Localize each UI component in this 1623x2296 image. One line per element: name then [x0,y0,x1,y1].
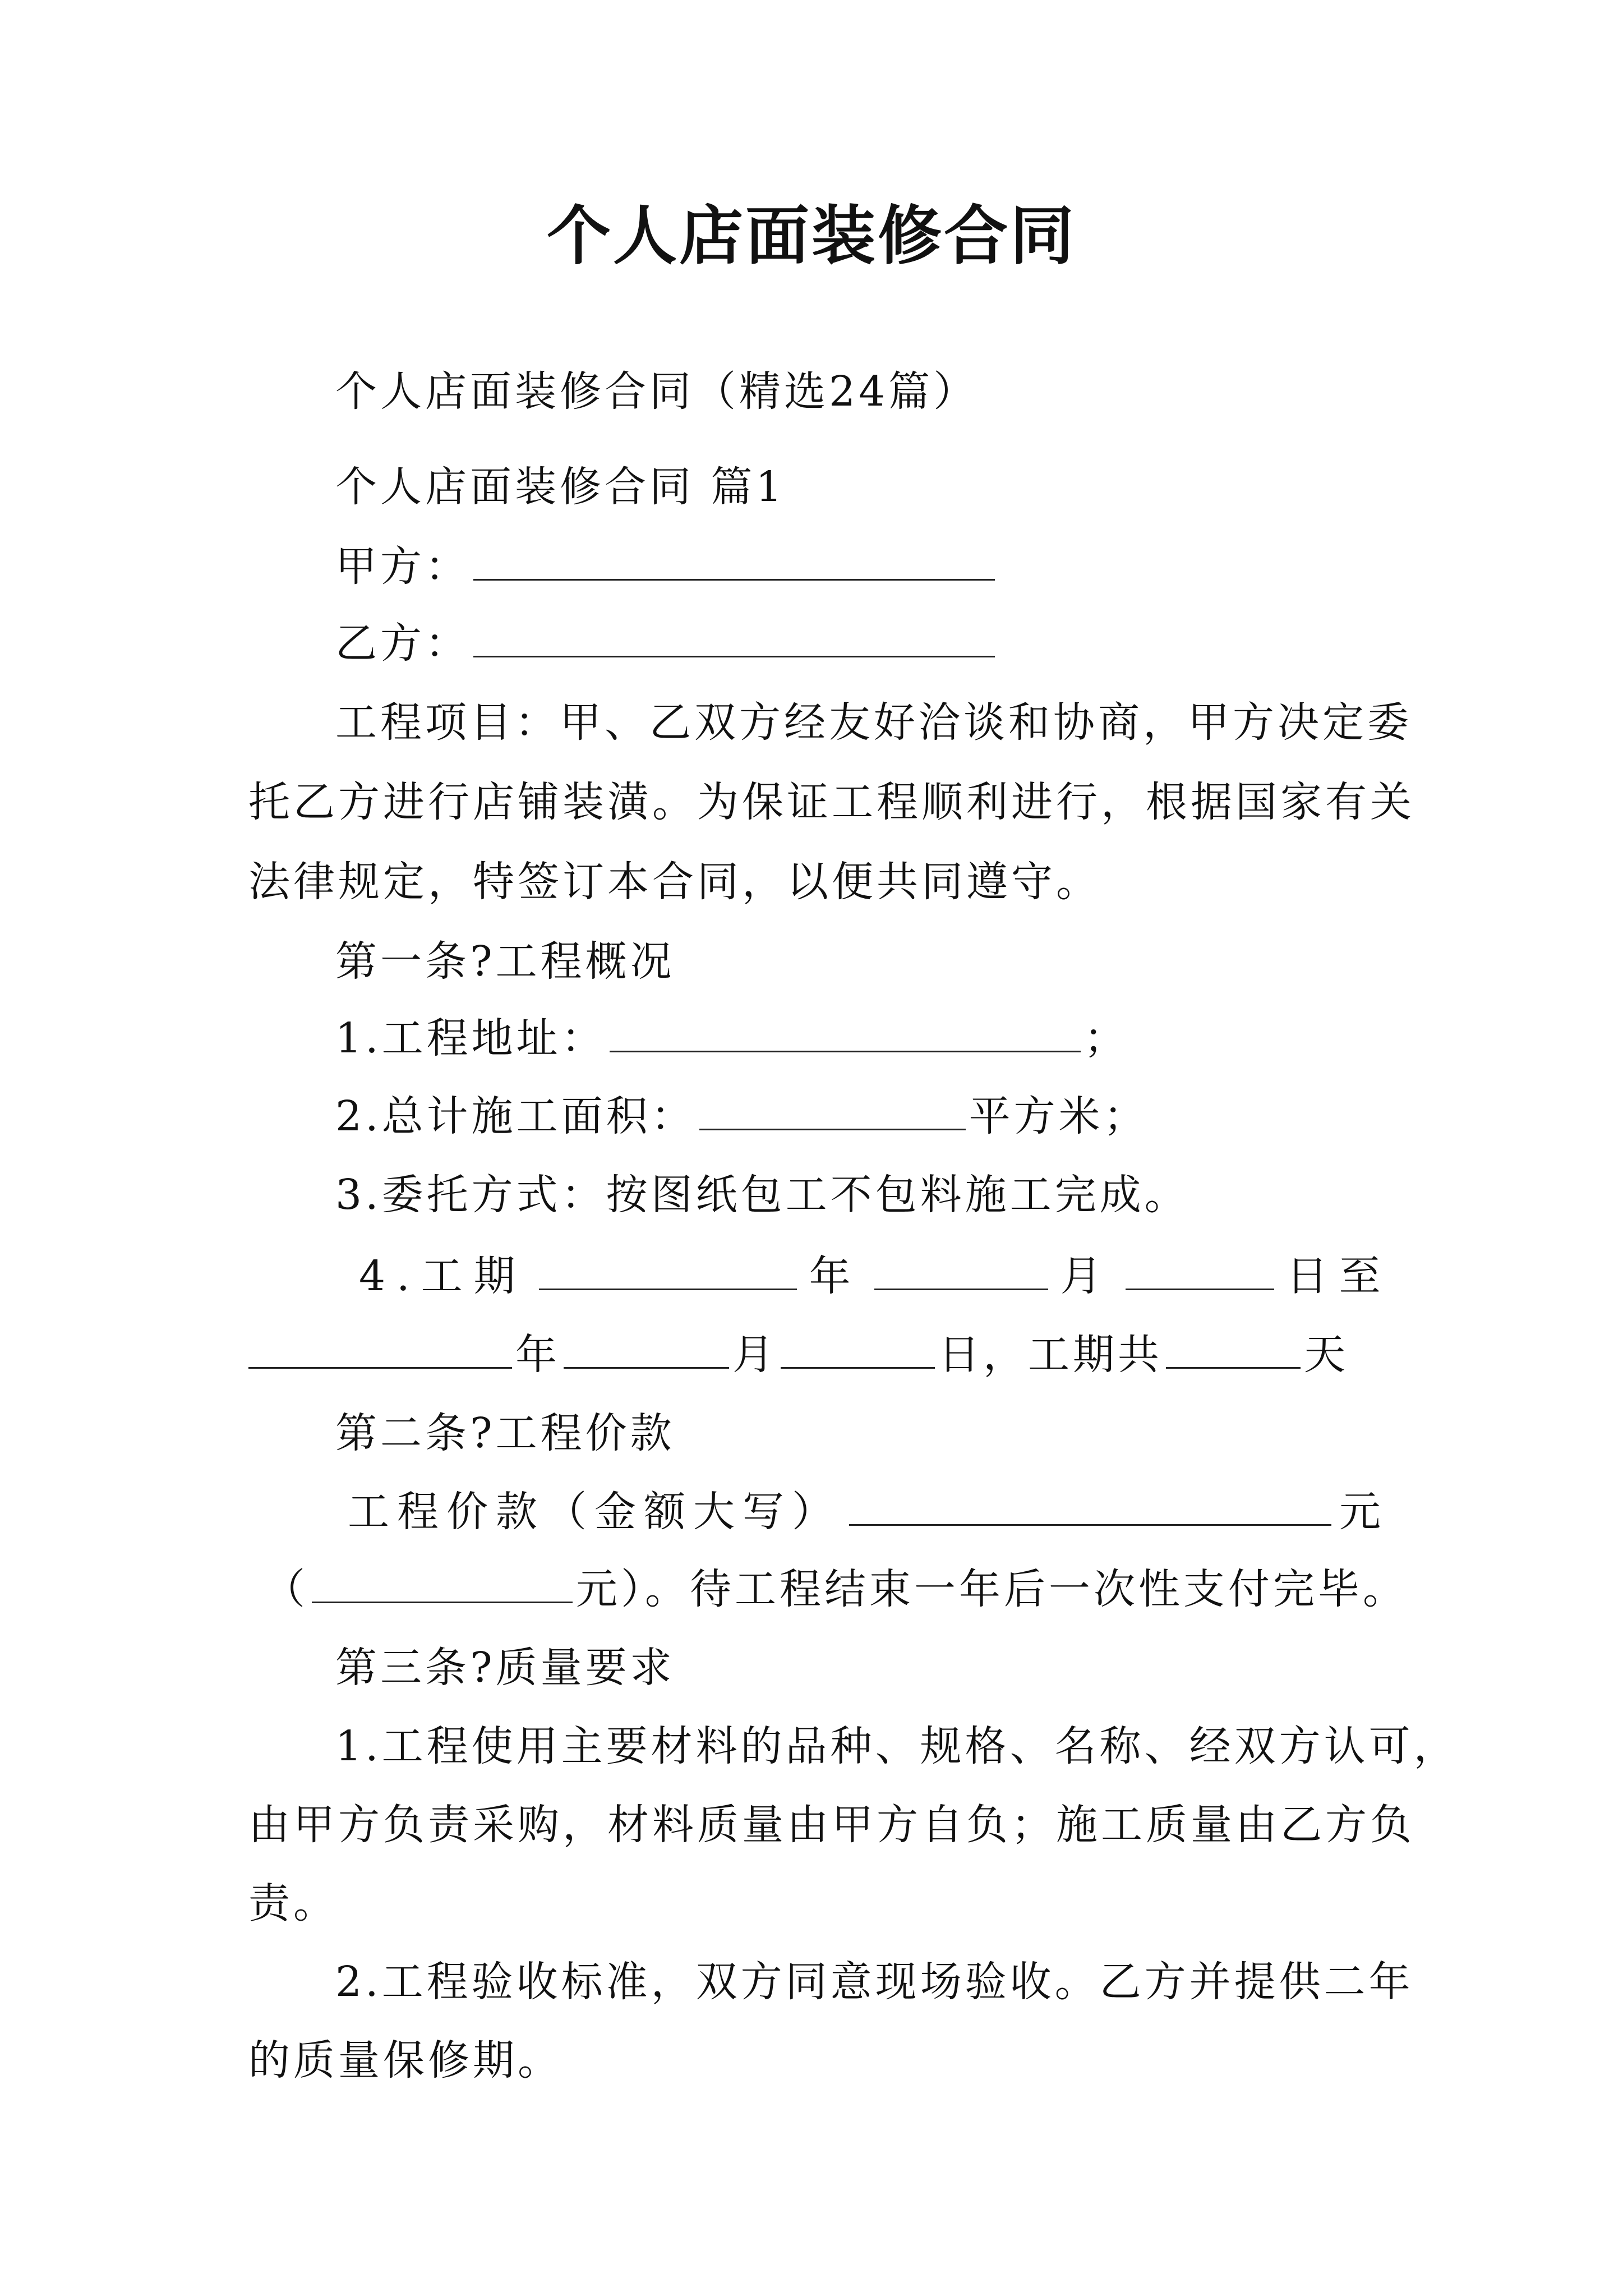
article-3-item-2-line-1: 2.工程验收标准，双方同意现场验收。乙方并提供二年 [335,1958,1414,2006]
article-1-item-4-cont [248,1324,1349,1386]
start-month-unit: 月 [1060,1252,1113,1300]
address-label: 1.工程地址： [335,1014,606,1062]
end-month-blank [564,1326,729,1369]
start-day-blank [1126,1247,1274,1290]
intro-line-1: 工程项目：甲、乙双方经友好洽谈和协商，甲方决定委 [335,698,1412,747]
price-open-paren: （ [264,1565,308,1613]
area-blank [699,1087,966,1130]
document-subtitle: 个人店面装修合同（精选24篇） [335,367,979,416]
price-words-blank [849,1483,1331,1526]
article-2-heading: 第二条?工程价款 [335,1409,675,1457]
duration-label: 4.工期 [359,1252,527,1300]
party-a-blank [473,537,995,581]
article-3-heading: 第三条?质量要求 [335,1644,675,1692]
article-2-price [348,1481,1389,1543]
end-day-unit: 日，工期共 [938,1331,1163,1379]
start-day-unit: 日至 [1286,1252,1392,1300]
start-year-unit: 年 [809,1252,862,1300]
article-1-item-1 [335,1007,1129,1069]
article-1-heading: 第一条?工程概况 [335,937,675,986]
intro-line-2: 托乙方进行店铺装潢。为保证工程顺利进行，根据国家有关 [248,778,1415,826]
party-a-line [335,536,998,597]
address-blank [610,1009,1081,1052]
total-days-blank [1166,1326,1301,1369]
area-label: 2.总计施工面积： [335,1092,696,1140]
article-3-item-1-line-3: 责。 [248,1879,338,1927]
end-year-unit: 年 [515,1331,560,1379]
address-end: ； [1083,1014,1129,1062]
section-heading: 个人店面装修合同 篇1 [335,463,786,511]
party-b-blank [473,614,995,657]
start-year-blank [539,1247,797,1290]
article-3-item-1-line-1: 1.工程使用主要材料的品种、规格、名称、经双方认可， [335,1722,1459,1770]
page-title: 个人店面装修合同 [546,198,1076,273]
end-year-blank [248,1326,512,1369]
price-figures-blank [312,1560,573,1603]
article-3-item-2-line-2: 的质量保修期。 [248,2036,562,2085]
end-day-blank [781,1326,935,1369]
article-2-payment [264,1558,1408,1620]
article-1-item-3: 3.委托方式：按图纸包工不包料施工完成。 [335,1171,1189,1219]
end-month-unit: 月 [732,1331,777,1379]
area-unit: 平方米； [969,1092,1149,1140]
article-1-item-4 [359,1245,1392,1307]
intro-line-3: 法律规定，特签订本合同，以便共同遵守。 [248,858,1101,906]
article-1-item-2 [335,1085,1149,1147]
article-3-item-1-line-2: 由甲方负责采购，材料质量由甲方自负；施工质量由乙方负 [248,1801,1415,1849]
payment-terms: 元）。待工程结束一年后一次性支付完毕。 [576,1565,1408,1613]
party-a-label: 甲方： [335,542,470,591]
total-days-unit: 天 [1304,1331,1349,1379]
party-b-line [335,613,998,674]
price-label: 工程价款（金额大写） [348,1488,841,1536]
start-month-blank [874,1247,1048,1290]
price-words-unit: 元 [1339,1488,1389,1536]
party-b-label: 乙方： [335,619,470,668]
